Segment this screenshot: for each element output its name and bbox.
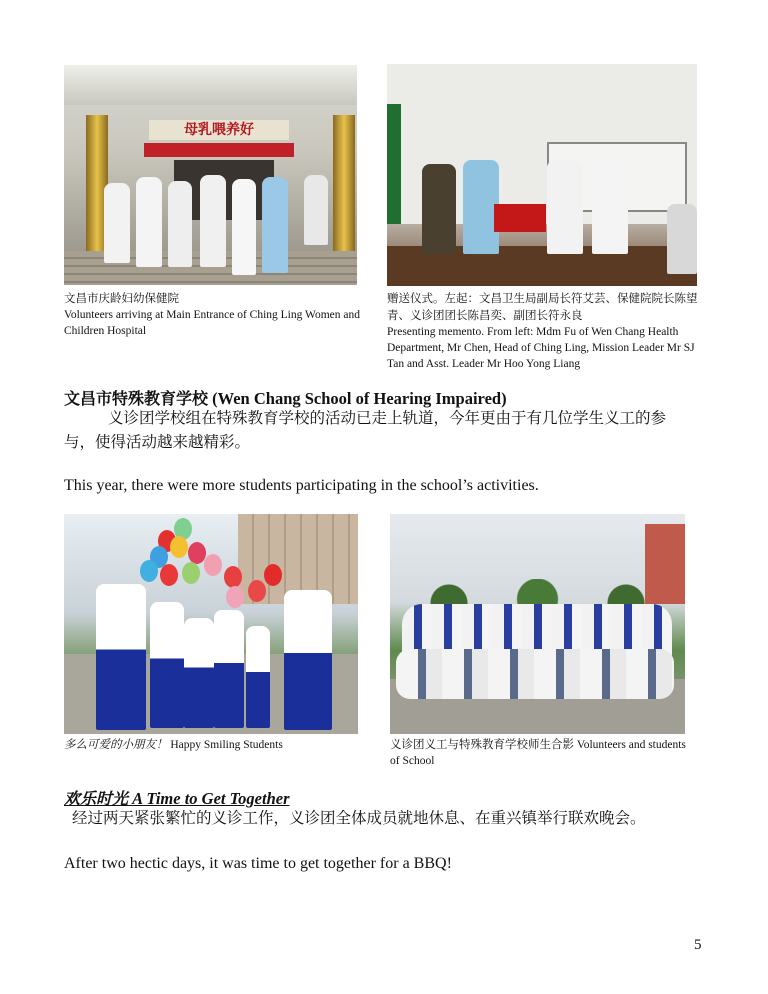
photo3-caption — [64, 736, 364, 753]
photo4-caption-zh: 义诊团义工与特殊教育学校师生合影 — [390, 737, 574, 751]
photo4-caption-en: Volunteers and students of School — [390, 739, 686, 767]
hospital-sign: 母乳喂养好 — [149, 120, 289, 140]
photo3-caption-en: Happy Smiling Students — [170, 739, 283, 751]
school-heading-zh: 文昌市特殊教育学校 — [64, 389, 209, 408]
photo2-caption — [387, 290, 705, 372]
get-together-paragraph-en: After two hectic days, it was time to get together for a BBQ! — [64, 855, 452, 872]
smiling-students-photo — [64, 514, 358, 734]
get-together-heading-en: A Time to Get Together — [132, 789, 290, 808]
photo2-caption-zh: 赠送仪式。左起：文昌卫生局副局长符艾芸、保健院院长陈望青、义诊团团长陈昌奕、副团长符永良 — [387, 291, 698, 322]
hospital-entrance-photo — [64, 65, 357, 285]
photo4-caption — [390, 736, 690, 769]
get-together-paragraph-zh: 经过两天紧张繁忙的义诊工作，义诊团全体成员就地休息、在重兴镇举行联欢晚会。 — [72, 809, 646, 827]
memento-gift — [494, 204, 546, 232]
photo1-caption — [64, 290, 369, 339]
school-heading-en: (Wen Chang School of Hearing Impaired) — [212, 389, 507, 408]
page-number: 5 — [694, 937, 702, 953]
group-photo — [390, 514, 685, 734]
memento-presentation-photo — [387, 64, 697, 286]
get-together-heading-zh: 欢乐时光 — [64, 789, 129, 808]
photo1-caption-en: Volunteers arriving at Main Entrance of Ching Ling Women and Children Hospital — [64, 309, 360, 337]
photo2-caption-en: Presenting memento. From left: Mdm Fu of Wen Chang Health Department, Mr Chen, Head of Ching Ling, Mission Leader Mr SJ Tan and Asst. Leader Mr Hoo Yong Liang — [387, 326, 695, 370]
photo1-caption-zh: 文昌市庆龄妇幼保健院 — [64, 291, 179, 305]
school-paragraph-en: This year, there were more students participating in the school’s activities. — [64, 477, 539, 494]
photo3-caption-zh: 多么可爱的小朋友！ — [64, 737, 168, 751]
school-paragraph-zh: 义诊团学校组在特殊教育学校的活动已走上轨道，今年更由于有几位学生义工的参与，使得活动越来越精彩。 — [64, 409, 667, 451]
